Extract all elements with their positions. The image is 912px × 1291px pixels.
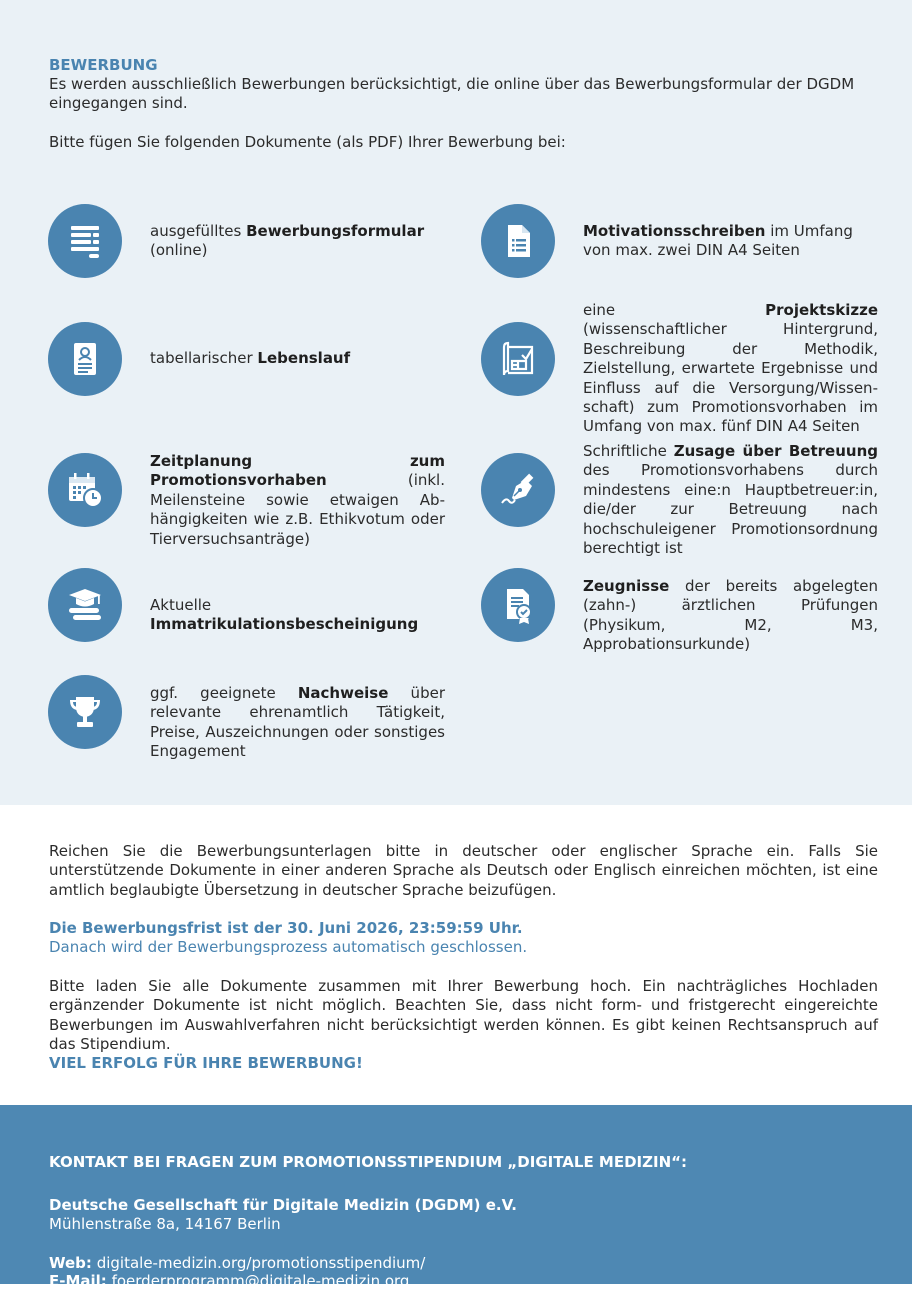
blueprint-icon <box>481 322 555 396</box>
upload-note: Bitte laden Sie alle Dokumente zusammen mit Ihrer Bewerbung hoch. Ein nachträgliches Hochladen ergänzender Dokumente ist nicht möglich. Beachten Sie, dass nicht form- und fristgerecht eingereichte Bewerbungen im Auswahlverfahren nicht berücksichtigt werden können. Es gibt keinen Rechtsanspruch auf das Stipendium. <box>49 977 878 1054</box>
documents-lead: Bitte fügen Sie folgenden Dokumente (als PDF) Ihrer Bewerbung bei: <box>49 133 566 151</box>
graduation-cap-icon <box>48 568 122 642</box>
item-cv: tabellarischer Lebenslauf <box>150 349 351 367</box>
item-supervision-commitment: Schriftliche Zusage über Betreuung des Promotionsvorhabens durch mindestens eine:n Hauptbetreuer:in, die/der zur Betreuung nach hochschuleigener Promotionsordnung berechtigt ist <box>583 442 878 558</box>
email-link[interactable]: foerderprogramm@digitale-medizin.org <box>111 1272 410 1290</box>
web-line <box>49 1254 425 1273</box>
document-icon <box>481 204 555 278</box>
item-exam-certificates: Zeugnisse der bereits abgelegten (zahn-) ärztlichen Prüfungen (Physikum, M2, M3, Approbationsurkunde) <box>583 577 878 654</box>
certificate-icon <box>481 568 555 642</box>
language-note: Reichen Sie die Bewerbungsunterlagen bitte in deutscher oder englischer Sprache ein. Falls Sie unterstützende Dokumente in einer anderen Sprache als Deutsch oder Englisch einreichen möchten, ist eine amtlich beglaubigte Übersetzung in deutscher Sprache beizufügen. <box>49 842 878 899</box>
address: Mühlenstraße 8a, 14167 Berlin <box>49 1215 281 1233</box>
item-motivation-letter: Motivationsschreiben im Umfang von max. zwei DIN A4 Seiten <box>583 222 853 260</box>
item-enrollment-certificate: Aktuelle Immatrikulationsbescheinigung <box>150 596 419 634</box>
item-evidence: ggf. geeignete Nachweise über relevante ehrenamtlich Tätigkeit, Preise, Auszeichnungen oder sonstiges Engagement <box>150 684 445 761</box>
organization-name: Deutsche Gesellschaft für Digitale Medizin (DGDM) e.V. <box>49 1196 517 1214</box>
trophy-icon <box>48 675 122 749</box>
notes-section <box>0 805 912 1105</box>
item-application-form: ausgefülltes Bewerbungsformular (online) <box>150 222 425 260</box>
deadline-note: Danach wird der Bewerbungsprozess automatisch geschlossen. <box>49 938 528 956</box>
item-schedule: Zeitplanung zum Promotionsvorhaben (inkl. Meilensteine sowie etwaigen Abhängigkeiten wie z.B. Ethikvotum oder Tierversuchsanträge) <box>150 452 445 548</box>
section-title: BEWERBUNG <box>49 56 158 74</box>
email-line <box>49 1272 409 1291</box>
web-label: Web: <box>49 1254 92 1272</box>
contact-footer <box>0 1105 912 1290</box>
email-label: E-Mail: <box>49 1272 107 1290</box>
item-project-outline: eine Projektskizze (wissenschaftlicher Hintergrund, Beschreibung der Methodik, Zielstellung, erwartete Ergebnisse und Einfluss auf die Versorgung/Wissenschaft) zum Promotionsvorhaben im Umfang von max. fünf DIN A4 Seiten <box>583 301 878 436</box>
form-icon <box>48 204 122 278</box>
intro-text: Es werden ausschließlich Bewerbungen berücksichtigt, die online über das Bewerbungsformular der DGDM eingegangen sind. <box>49 75 855 113</box>
deadline: Die Bewerbungsfrist ist der 30. Juni 2026, 23:59:59 Uhr. <box>49 919 523 937</box>
calendar-clock-icon <box>48 453 122 527</box>
contact-heading: KONTAKT BEI FRAGEN ZUM PROMOTIONSSTIPENDIUM „DIGITALE MEDIZIN“: <box>49 1153 687 1171</box>
signature-pen-icon <box>481 453 555 527</box>
good-luck: VIEL ERFOLG FÜR IHRE BEWERBUNG! <box>49 1054 363 1072</box>
web-link[interactable]: digitale-medizin.org/promotionsstipendium/ <box>96 1254 426 1272</box>
cv-icon <box>48 322 122 396</box>
